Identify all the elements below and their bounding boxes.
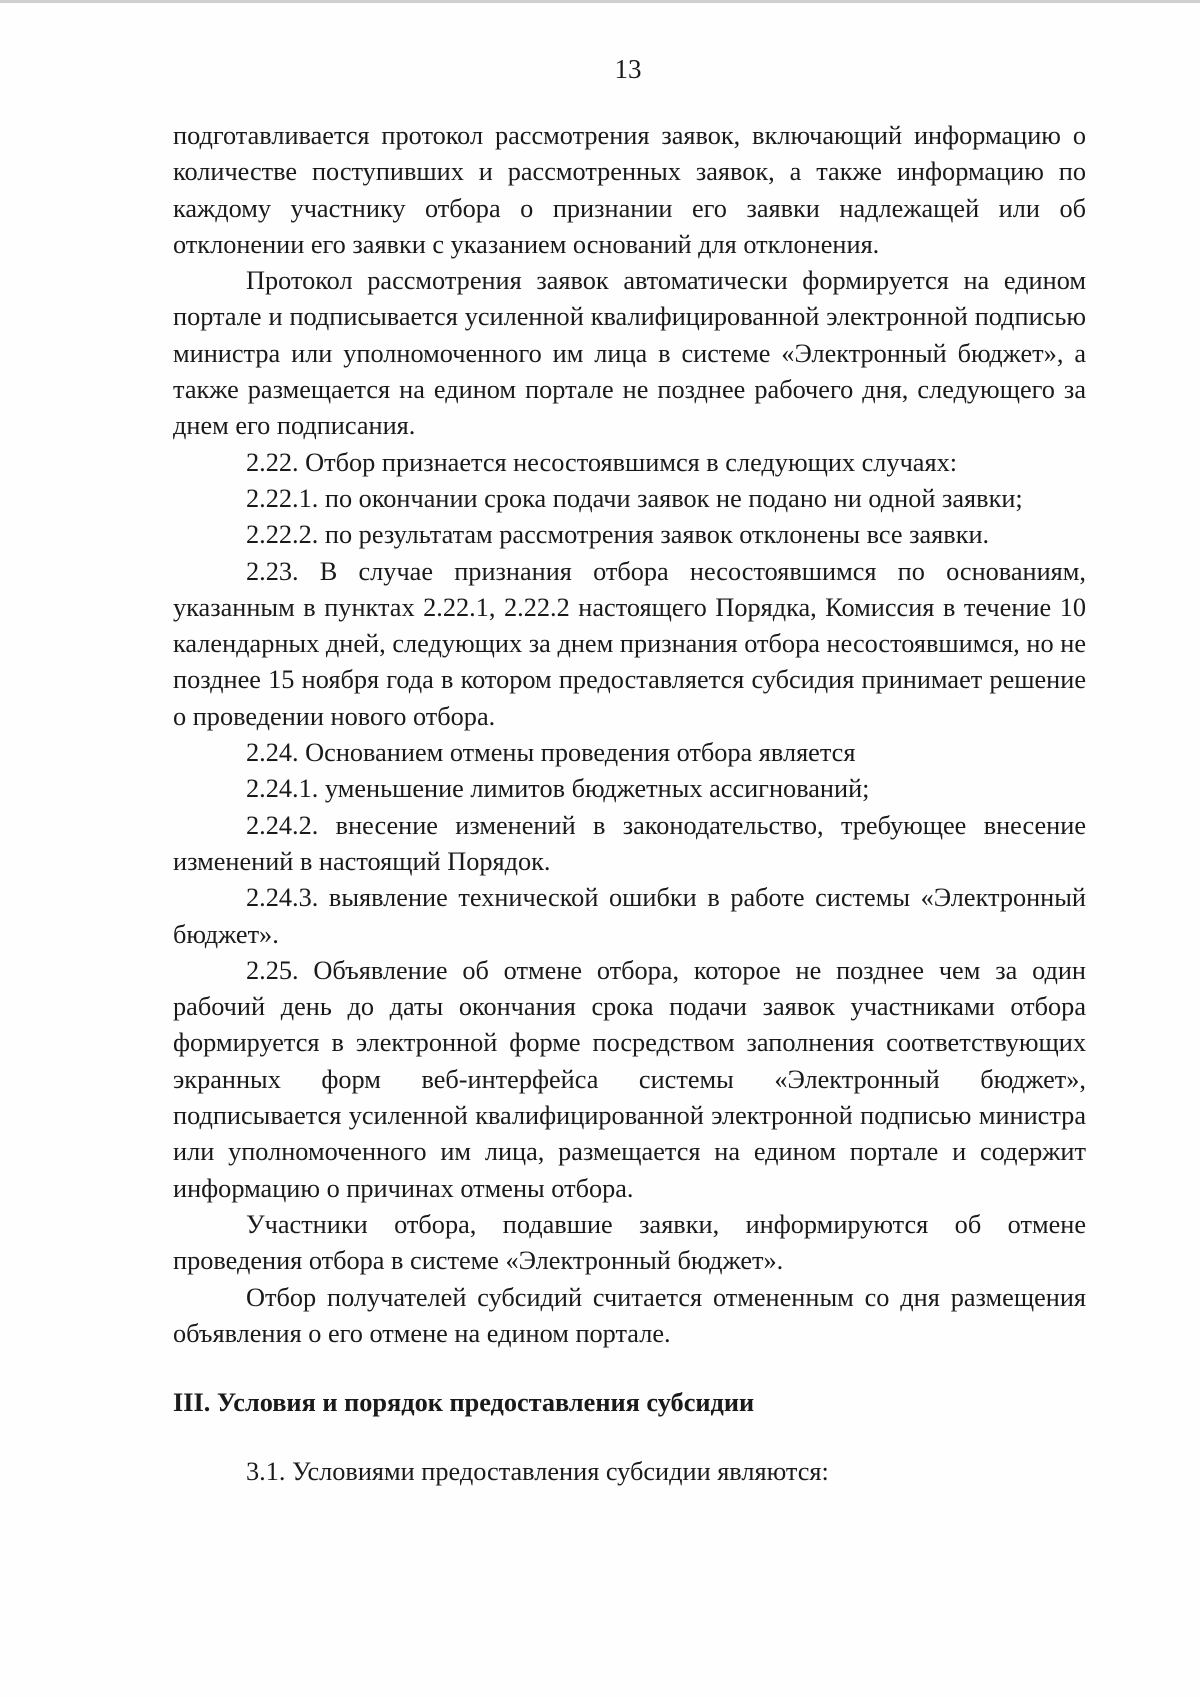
document-body (173, 118, 1086, 1491)
paragraph-2-22: 2.22. Отбор признается несостоявшимся в следующих случаях: (246, 447, 958, 477)
paragraph-2-23: 2.23. В случае признания отбора несостоявшимся по основаниям, указанным в пунктах 2.22.1, 2.22.2 настоящего Порядка, Комиссия в течение 10 календарных дней, следующих за днем признания отбора несостоявшимся, но не позднее 15 ноября года в котором предоставляется субсидия принимает решение о проведении нового отбора. (173, 556, 1086, 731)
paragraph-selection-cancelled: Отбор получателей субсидий считается отмененным со дня размещения объявления о его отмене на едином портале. (173, 1282, 1086, 1348)
scan-edge-line (0, 0, 1200, 3)
section-heading: III. Условия и порядок предоставления субсидии (173, 1388, 755, 1418)
paragraph-2-24-1: 2.24.1. уменьшение лимитов бюджетных ассигнований; (246, 774, 870, 804)
paragraph-protocol-prepared: подготавливается протокол рассмотрения заявок, включающий информацию о количестве поступивших и рассмотренных заявок, а также информацию по каждому участнику отбора о признании его заявки надлежащей или об отклонении его заявки с указанием оснований для отклонения. (173, 121, 1086, 259)
paragraph-3-1: 3.1. Условиями предоставления субсидии являются: (246, 1457, 829, 1487)
paragraph-2-25: 2.25. Объявление об отмене отбора, которое не позднее чем за один рабочий день до даты окончания срока подачи заявок участниками отбора формируется в электронной форме посредством заполнения соответствующих экранных форм веб-интерфейса системы «Электронный бюджет», подписывается усиленной квалифицированной электронной подписью министра или уполномоченного им лица, размещается на едином портале и содержит информацию о причинах отмены отбора. (173, 955, 1086, 1203)
paragraph-2-24: 2.24. Основанием отмены проведения отбора является (246, 738, 856, 768)
paragraph-2-24-2: 2.24.2. внесение изменений в законодательство, требующее внесение изменений в настоящий Порядок. (173, 810, 1086, 876)
page-number: 13 (614, 54, 642, 84)
paragraph-2-24-3: 2.24.3. выявление технической ошибки в работе системы «Электронный бюджет». (173, 883, 1086, 949)
paragraph-2-22-2: 2.22.2. по результатам рассмотрения заявок отклонены все заявки. (246, 520, 990, 550)
paragraph-participants-informed: Участники отбора, подавшие заявки, информируются об отмене проведения отбора в системе «Электронный бюджет». (173, 1209, 1086, 1276)
paragraph-protocol-formed: Протокол рассмотрения заявок автоматически формируется на едином портале и подписывается усиленной квалифицированной электронной подписью министра или уполномоченного им лица в системе «Электронный бюджет», а также размещается на едином портале не позднее рабочего дня, следующего за днем его подписания. (173, 266, 1086, 441)
paragraph-2-22-1: 2.22.1. по окончании срока подачи заявок не подано ни одной заявки; (246, 483, 1023, 513)
